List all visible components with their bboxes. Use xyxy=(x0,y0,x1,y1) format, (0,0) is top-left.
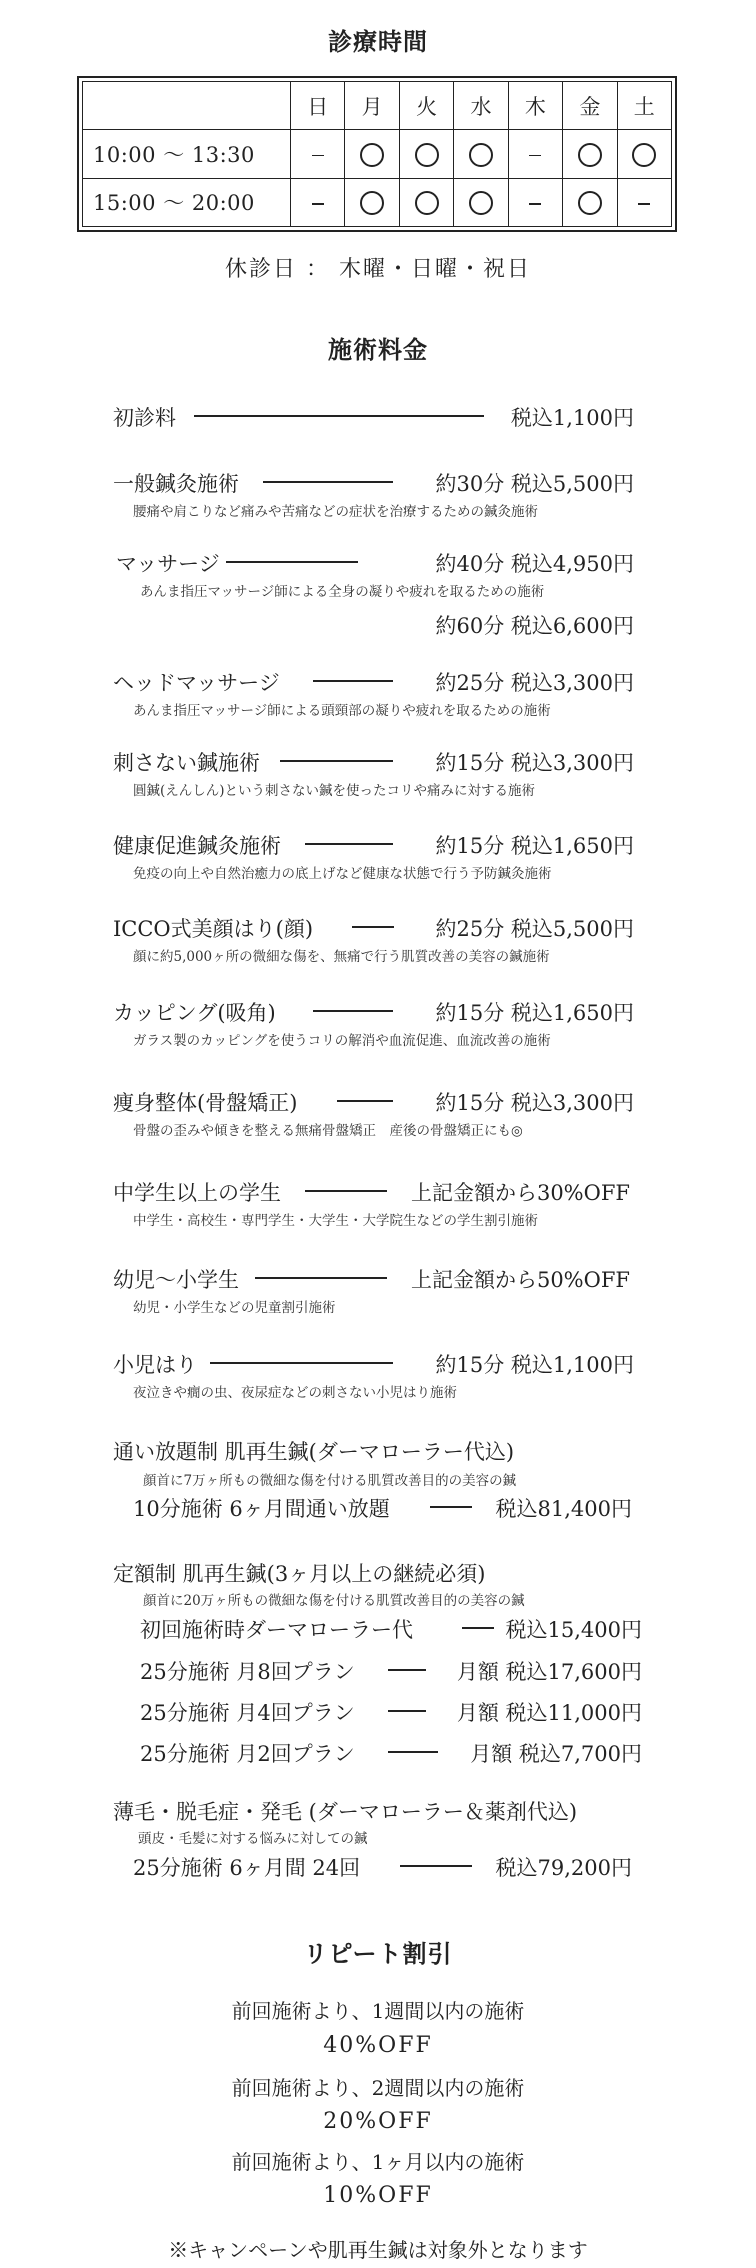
availability-mark xyxy=(399,178,453,226)
price-item-price: 上記金額から30%OFF xyxy=(410,1181,630,1205)
open-circle-icon xyxy=(578,191,602,215)
leader-line xyxy=(226,561,358,563)
schedule-row-evening xyxy=(83,178,672,226)
price-item-name: カッピング(吸角) xyxy=(113,1001,276,1025)
price-item-price: 税込1,100円 xyxy=(510,406,634,430)
open-circle-icon xyxy=(415,191,439,215)
price-item-name: 刺さない鍼施術 xyxy=(113,751,260,775)
price-item-name: マッサージ xyxy=(116,552,220,576)
closed-dash-icon xyxy=(638,203,650,205)
hair-plan-detail: 25分施術 6ヶ月間 24回 xyxy=(133,1856,361,1880)
price-item-desc: あんま指圧マッサージ師による頭頸部の凝りや疲れを取るための施術 xyxy=(133,703,551,719)
price-item-desc: 骨盤の歪みや傾きを整える無痛骨盤矯正 産後の骨盤矯正にも◎ xyxy=(133,1123,523,1139)
price-item-desc: 免疫の向上や自然治癒力の底上げなど健康な状態で行う予防鍼灸施術 xyxy=(133,866,552,882)
day-sat: 土 xyxy=(617,82,671,130)
hair-plan-desc: 頭皮・毛髪に対する悩みに対しての鍼 xyxy=(138,1831,368,1847)
repeat-condition: 前回施術より、1週間以内の施術 xyxy=(231,1999,525,2023)
price-item-desc: 顔に約5,000ヶ所の微細な傷を、無痛で行う肌質改善の美容の鍼施術 xyxy=(133,949,550,965)
price-item-price: 約30分 税込5,500円 xyxy=(435,472,634,496)
price-item-name: 中学生以上の学生 xyxy=(113,1181,281,1205)
hair-plan-name: 薄毛・脱毛症・発毛 (ダーマローラー＆薬剤代込) xyxy=(113,1800,578,1824)
availability-mark xyxy=(617,130,671,178)
schedule-header-row xyxy=(83,82,672,130)
price-item-price: 約25分 税込3,300円 xyxy=(435,671,634,695)
price-item-price: 約15分 税込1,650円 xyxy=(435,1001,634,1025)
day-fri: 金 xyxy=(563,82,617,130)
leader-line xyxy=(263,481,393,483)
leader-line xyxy=(313,680,393,682)
leader-line xyxy=(255,1277,387,1279)
availability-mark xyxy=(345,178,399,226)
availability-mark xyxy=(508,178,562,226)
price-item-name: 小児はり xyxy=(113,1353,197,1377)
price-item-price-alt: 約60分 税込6,600円 xyxy=(435,614,634,638)
leader-line xyxy=(305,1190,387,1192)
fixed-plan-name: 定額制 肌再生鍼(3ヶ月以上の継続必須) xyxy=(113,1562,486,1586)
availability-mark xyxy=(345,130,399,178)
unlimited-plan-detail: 10分施術 6ヶ月間通い放題 xyxy=(133,1497,390,1521)
price-item-name: 健康促進鍼灸施術 xyxy=(113,834,281,858)
open-circle-icon xyxy=(469,143,493,167)
leader-line xyxy=(388,1751,438,1753)
price-item-desc: 夜泣きや癇の虫、夜尿症などの刺さない小児はり施術 xyxy=(133,1385,457,1401)
leader-line xyxy=(462,1627,494,1629)
repeat-title: リピート割引 xyxy=(303,1939,453,1968)
closed-dash-icon xyxy=(529,203,541,205)
hours-title: 診療時間 xyxy=(328,27,428,56)
price-item-name: 痩身整体(骨盤矯正) xyxy=(113,1091,298,1115)
unlimited-plan-name: 通い放題制 肌再生鍼(ダーマローラー代込) xyxy=(113,1440,515,1464)
availability-mark xyxy=(291,130,345,178)
fixed-plan-option-price: 月額 税込7,700円 xyxy=(470,1742,642,1766)
price-item-price: 約15分 税込3,300円 xyxy=(435,751,634,775)
leader-line xyxy=(352,926,394,928)
open-circle-icon xyxy=(632,143,656,167)
price-item-price: 約15分 税込1,100円 xyxy=(435,1353,634,1377)
repeat-discount: 40%OFF xyxy=(323,2033,433,2058)
open-circle-icon xyxy=(360,143,384,167)
open-circle-icon xyxy=(578,143,602,167)
availability-mark xyxy=(617,178,671,226)
price-item-name: 幼児～小学生 xyxy=(113,1268,239,1292)
closed-dash-icon xyxy=(312,203,324,205)
day-mon: 月 xyxy=(345,82,399,130)
day-sun: 日 xyxy=(291,82,345,130)
price-item-desc: あんま指圧マッサージ師による全身の凝りや疲れを取るための施術 xyxy=(140,584,545,600)
leader-line xyxy=(305,843,393,845)
day-tue: 火 xyxy=(399,82,453,130)
fixed-plan-option: 25分施術 月2回プラン xyxy=(140,1742,355,1766)
availability-mark xyxy=(563,178,617,226)
time-slot-morning: 10:00 ～ 13:30 xyxy=(83,130,291,178)
leader-line xyxy=(210,1362,393,1364)
leader-line xyxy=(430,1506,472,1508)
price-item-name: ICCO式美顔はり(顔) xyxy=(113,917,314,941)
price-item-desc: ガラス製のカッピングを使うコリの解消や血流促進、血流改善の施術 xyxy=(133,1033,551,1049)
open-circle-icon xyxy=(469,191,493,215)
fixed-plan-option-price: 税込15,400円 xyxy=(505,1618,642,1642)
price-item-name: 一般鍼灸施術 xyxy=(113,472,239,496)
repeat-discount: 10%OFF xyxy=(323,2183,433,2208)
leader-line xyxy=(388,1669,426,1671)
price-item-desc: 中学生・高校生・専門学生・大学生・大学院生などの学生割引施術 xyxy=(133,1213,538,1229)
availability-mark xyxy=(508,130,562,178)
fixed-plan-option-price: 月額 税込17,600円 xyxy=(456,1660,642,1684)
price-item-price: 上記金額から50%OFF xyxy=(410,1268,630,1292)
schedule-corner-cell xyxy=(83,82,291,130)
availability-mark xyxy=(563,130,617,178)
leader-line xyxy=(337,1100,393,1102)
price-item-desc: 腰痛や肩こりなど痛みや苦痛などの症状を治療するための鍼灸施術 xyxy=(133,504,538,520)
fixed-plan-desc: 顔首に20万ヶ所もの微細な傷を付ける肌質改善目的の美容の鍼 xyxy=(143,1593,525,1609)
price-item-desc: 幼児・小学生などの児童割引施術 xyxy=(133,1300,336,1316)
time-slot-evening: 15:00 ～ 20:00 xyxy=(83,178,291,226)
unlimited-plan-desc: 顔首に7万ヶ所もの微細な傷を付ける肌質改善目的の美容の鍼 xyxy=(143,1473,517,1489)
day-thu: 木 xyxy=(508,82,562,130)
price-item-price: 約15分 税込3,300円 xyxy=(435,1091,634,1115)
leader-line xyxy=(388,1710,426,1712)
schedule-table xyxy=(77,76,677,232)
price-item-price: 約15分 税込1,650円 xyxy=(435,834,634,858)
closed-dash-icon xyxy=(529,155,541,157)
fixed-plan-option: 25分施術 月4回プラン xyxy=(140,1701,355,1725)
price-item-price: 約25分 税込5,500円 xyxy=(435,917,634,941)
closed-days: 休診日 ： 木曜・日曜・祝日 xyxy=(225,257,531,282)
price-item-name: 初診料 xyxy=(113,406,176,430)
day-wed: 水 xyxy=(454,82,508,130)
price-item-name: ヘッドマッサージ xyxy=(113,671,280,695)
pricing-title: 施術料金 xyxy=(328,335,428,364)
availability-mark xyxy=(454,178,508,226)
open-circle-icon xyxy=(360,191,384,215)
leader-line xyxy=(194,415,484,417)
fixed-plan-option: 初回施術時ダーマローラー代 xyxy=(140,1618,413,1642)
fixed-plan-option: 25分施術 月8回プラン xyxy=(140,1660,355,1684)
repeat-condition: 前回施術より、1ヶ月以内の施術 xyxy=(231,2150,525,2174)
availability-mark xyxy=(291,178,345,226)
availability-mark xyxy=(399,130,453,178)
repeat-condition: 前回施術より、2週間以内の施術 xyxy=(231,2076,525,2100)
repeat-discount: 20%OFF xyxy=(323,2109,433,2134)
closed-dash-icon xyxy=(312,155,324,157)
availability-mark xyxy=(454,130,508,178)
open-circle-icon xyxy=(415,143,439,167)
fixed-plan-option-price: 月額 税込11,000円 xyxy=(456,1701,642,1725)
hair-plan-price: 税込79,200円 xyxy=(495,1856,632,1880)
leader-line xyxy=(280,760,393,762)
unlimited-plan-price: 税込81,400円 xyxy=(495,1497,632,1521)
price-item-price: 約40分 税込4,950円 xyxy=(435,552,634,576)
leader-line xyxy=(313,1010,393,1012)
price-item-desc: 圓鍼(えんしん)という刺さない鍼を使ったコリや痛みに対する施術 xyxy=(133,783,536,799)
repeat-note: ※キャンペーンや肌再生鍼は対象外となります xyxy=(168,2238,588,2262)
schedule-row-morning xyxy=(83,130,672,178)
leader-line xyxy=(400,1865,472,1867)
